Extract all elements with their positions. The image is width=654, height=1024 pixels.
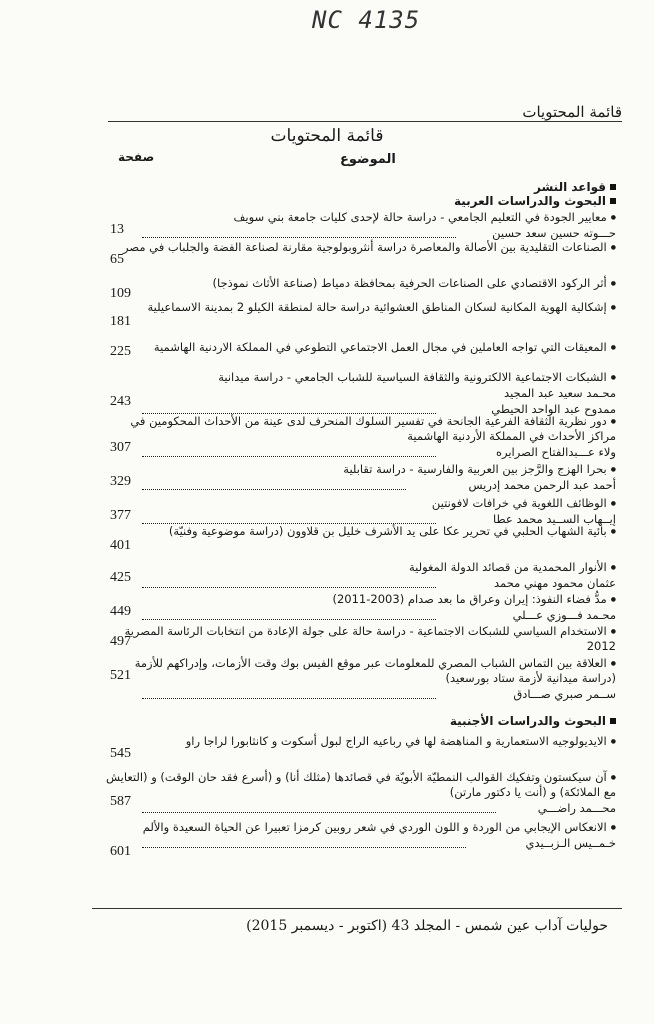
entry-title: ● مدُّ فضاء النفوذ: إيران وعراق ما بعد صدام (2003-2011): [100, 592, 616, 607]
entry-title: ● الوظائف اللغوية في خرافات لافونتين: [100, 496, 616, 511]
entry-page-number: 13: [110, 222, 124, 237]
entry-author: حـــوته حسين سعد حسين: [492, 226, 616, 240]
entry-author-second: ممدوح عبد الواحد الحيطي: [491, 402, 616, 416]
entry-author: إيــهاب الســيد محمد عطا: [492, 512, 616, 526]
page-title: قائمة المحتويات: [270, 126, 384, 146]
running-head: قائمة المحتويات: [522, 103, 622, 121]
section-heading: [534, 180, 616, 194]
toc-entry: [100, 370, 616, 417]
entry-title: ● آن سيكستون وتفكيك القوالب النمطيّة الأبويّة في قصائدها (مثلك أنا) و (أسرع فقد حان الوقت) و (التعايش مع الملائكة) و (أنت يا دكتور مارتن): [100, 770, 616, 800]
journal-footer: حوليات آداب عين شمس - المجلد 43 (اكتوبر - ديسمبر 2015): [246, 918, 608, 934]
toc-entry: [100, 734, 616, 761]
section-heading-label: البحوث والدراسات العربية: [453, 194, 606, 208]
column-header-page: صفحة: [118, 150, 155, 164]
entry-page-number: 587: [110, 794, 131, 809]
entry-title: ● الاستخدام السياسي للشبكات الاجتماعية - دراسة حالة على جولة الإعادة من انتخابات الرئاسة المصرية 2012: [100, 624, 616, 654]
toc-entry: [100, 276, 616, 301]
entry-page-number: 225: [110, 344, 131, 359]
entry-page-number: 521: [110, 668, 131, 683]
entry-page-number: 181: [110, 314, 131, 329]
toc-entry: [100, 592, 616, 623]
entry-title: ● دور نظرية الثقافة الفرعية الجانحة في تفسير السلوك المنحرف لدى عينة من الأحداث المحكومين في مراكز الأحداث في المملكة الأردنية الهاشمية: [100, 414, 616, 444]
toc-entry: [100, 210, 616, 241]
entry-page-number: 545: [110, 746, 131, 761]
section-heading: [450, 714, 616, 728]
entry-page-number: 401: [110, 538, 131, 553]
toc-entry: [100, 624, 616, 654]
toc-entry: [100, 496, 616, 527]
toc-entry: [100, 656, 616, 702]
square-bullet-icon: [610, 198, 616, 204]
entry-author: محـمد فـــوزي عـــلي: [512, 608, 616, 622]
entry-page-number: 601: [110, 844, 131, 859]
toc-entry: [100, 770, 616, 816]
entry-page-number: 109: [110, 286, 131, 301]
toc-entry: [100, 340, 616, 359]
entry-page-number: 243: [110, 394, 131, 409]
section-heading-label: قواعد النشر: [534, 180, 606, 194]
bottom-divider: [92, 908, 622, 909]
entry-page-number: 497: [110, 634, 131, 649]
entry-title: ● الشبكات الاجتماعية الالكترونية والثقافة السياسية للشباب الجامعي - دراسة ميدانية: [100, 370, 616, 385]
entry-title: ● المعيقات التي تواجه العاملين في مجال العمل الاجتماعي التطوعي في المملكة الاردنية الهاشمية: [100, 340, 616, 355]
toc-entry: [100, 414, 616, 460]
entry-title: ● إشكالية الهوية المكانية لسكان المناطق العشوائية دراسة حالة لمنطقة الكيلو 2 بمدينة الاسماعيلية: [100, 300, 616, 315]
toc-entry: [100, 524, 616, 553]
entry-author: محـــمد راضـــي: [537, 801, 616, 815]
entry-page-number: 65: [110, 252, 124, 267]
entry-title: ● الايديولوجيه الاستعمارية و المناهضة لها في رباعيه الراج لبول أسكوت و كانثابورا لراجا راو: [100, 734, 616, 749]
toc-entry: [100, 560, 616, 591]
toc-entry: [100, 462, 616, 493]
entry-page-number: 377: [110, 508, 131, 523]
entry-page-number: 307: [110, 440, 131, 455]
entry-author: محـمد سعيد عبد المجيد: [504, 386, 616, 400]
entry-author: عثمان محمود مهني محمد: [494, 576, 616, 590]
entry-title: ● بائية الشهاب الحلبي في تحرير عكا على يد الأشرف خليل بن قلاوون (دراسة موضوعية وفنيّة): [100, 524, 616, 539]
entry-page-number: 329: [110, 474, 131, 489]
entry-title: ● معايير الجودة في التعليم الجامعي - دراسة حالة لإحدى كليات جامعة بني سويف: [100, 210, 616, 225]
entry-author: ســمر صبري صـــادق: [513, 687, 616, 701]
entry-title: ● الانعكاس الإيجابي من الوردة و اللون الوردي في شعر روبين كرمزا تعبيرا عن الحياة السعيدة والألم: [100, 820, 616, 835]
entry-title: ● الصناعات التقليدية بين الأصالة والمعاصرة دراسة أنثروبولوجية مقارنة لصناعة الفضة والجلباب في مصر: [100, 240, 616, 255]
toc-entry: [100, 820, 616, 859]
entry-title: ● العلاقة بين التماس الشباب المصري للمعلومات عبر موقع الفيس بوك وقت الأزمات، وإدراكهم للأزمة (دراسة ميدانية لأزمة ستاد بورسعيد): [100, 656, 616, 686]
entry-author: ولاء عـــبدالفتاح الصرايره: [495, 445, 616, 459]
section-heading: [454, 194, 616, 208]
entry-title: ● بحرا الهزج والرَّجز بين العربية والفارسية - دراسة تقابلية: [100, 462, 616, 477]
entry-title: ● الأنوار المحمدية من قصائد الدولة المغولية: [100, 560, 616, 575]
square-bullet-icon: [610, 718, 616, 724]
entry-title: ● أثر الركود الاقتصادي على الصناعات الحرفية بمحافظة دمياط (صناعة الأثاث نموذجا): [100, 276, 616, 291]
entry-author: خـمــيس الـزبــيدي: [525, 836, 616, 850]
column-header-subject: الموضوع: [340, 152, 396, 167]
entry-page-number: 425: [110, 570, 131, 585]
toc-entry: [100, 240, 616, 267]
square-bullet-icon: [610, 184, 616, 190]
toc-entry: [100, 300, 616, 329]
section-heading-label: البحوث والدراسات الأجنبية: [449, 714, 606, 728]
top-divider: [108, 121, 622, 122]
entry-author: أحمد عبد الرحمن محمد إدريس: [468, 478, 616, 492]
handwritten-stamp: NC 4135: [312, 6, 421, 34]
entry-page-number: 449: [110, 604, 131, 619]
